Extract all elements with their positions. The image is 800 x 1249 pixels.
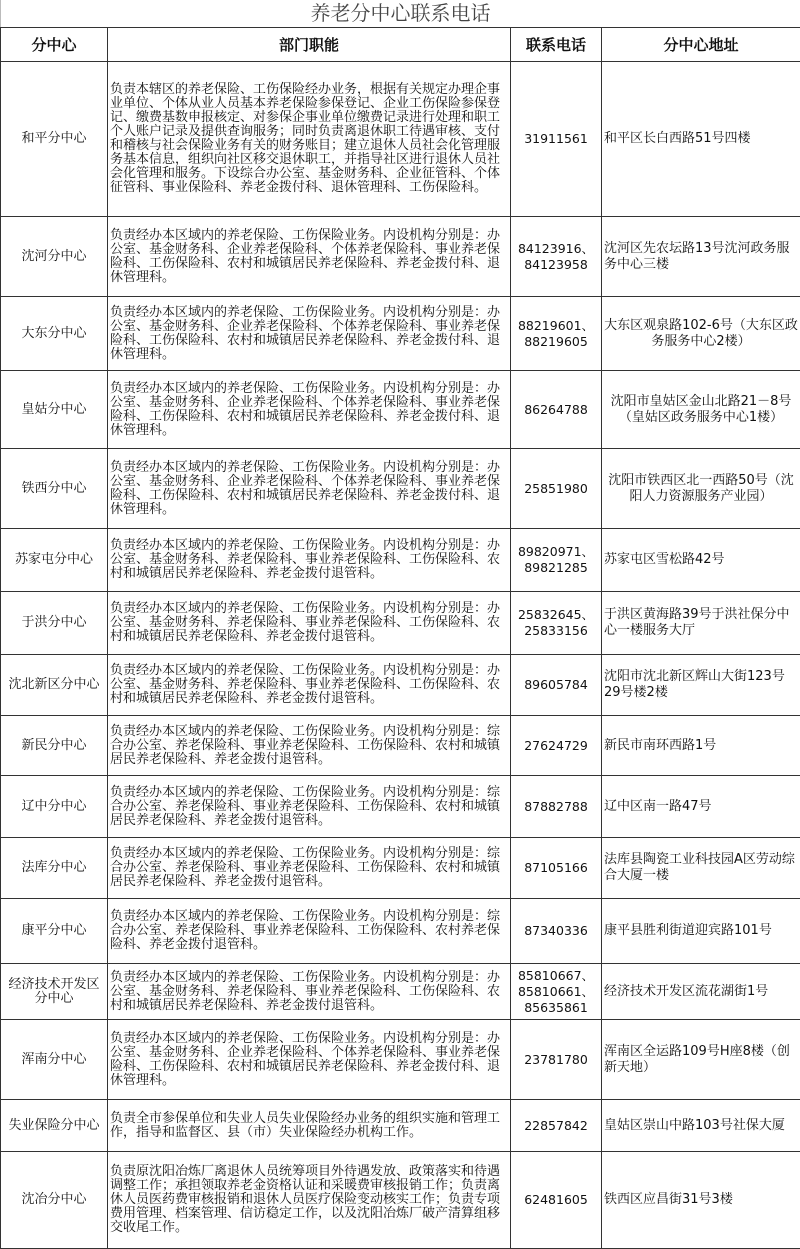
header-function: 部门职能: [108, 28, 511, 62]
branch-phone: [511, 1020, 602, 1100]
table-row: [1, 1100, 800, 1152]
branch-phone: [511, 1152, 602, 1249]
phone-number: 88219601、: [517, 317, 595, 333]
branch-name: 失业保险分中心: [1, 1100, 108, 1152]
branch-phone: [511, 716, 602, 776]
branch-name: 康平分中心: [1, 899, 108, 964]
branch-address: 新民市南环西路1号: [602, 716, 800, 776]
phone-number: 88219605: [524, 333, 588, 349]
page-title: 养老分中心联系电话: [1, 0, 800, 28]
phone-number: 89820971、: [517, 544, 595, 559]
branch-address: 沈阳市铁西区北一西路50号（沈阳人力资源服务产业园）: [602, 449, 800, 529]
phone-number: 84123958: [524, 256, 588, 272]
branch-name: 皇姑分中心: [1, 371, 108, 449]
phone-number: 85810667、: [517, 967, 595, 983]
branch-address: 沈阳市沈北新区辉山大街123号29号楼2楼: [602, 655, 800, 716]
branch-address: 法库县陶瓷工业科技园A区劳动综合大厦一楼: [602, 838, 800, 899]
phone-number: 89821285: [524, 560, 588, 575]
branch-address: 经济技术开发区流花湖街1号: [602, 964, 800, 1020]
branch-phone: [511, 449, 602, 529]
branch-name: 沈冶分中心: [1, 1152, 108, 1249]
phone-number: 31911561: [524, 131, 588, 146]
branch-address: 辽中区南一路47号: [602, 776, 800, 838]
table-row: [1, 529, 800, 592]
branch-name: 沈北新区分中心: [1, 655, 108, 716]
branch-address: 于洪区黄海路39号于洪社保分中心一楼服务大厅: [602, 592, 800, 655]
branch-phone: [511, 838, 602, 899]
branch-function: 负责经办本区域内的养老保险、工伤保险业务。内设机构分别是：办公室、基金财务科、养老保险科、事业养老保险科、工伤保险科、农村和城镇居民养老保险科、养老金拨付退管科。: [108, 529, 511, 592]
branch-function: 负责全市参保单位和失业人员失业保险经办业务的组织实施和管理工作，指导和监督区、县（市）失业保险经办机构工作。: [108, 1100, 511, 1152]
branch-function: 负责经办本区域内的养老保险、工伤保险业务。内设机构分别是：综合办公室、养老保险科、事业养老保险科、工伤保险科、农村和城镇居民养老保险科、养老金拨付退管科。: [108, 776, 511, 838]
phone-number: 89605784: [524, 677, 588, 692]
phone-number: 23781780: [524, 1051, 588, 1067]
branch-phone: [511, 592, 602, 655]
branch-function: 负责经办本区域内的养老保险、工伤保险业务。内设机构分别是：办公室、基金财务科、企业养老保险科、个体养老保险科、事业养老保险科、工伤保险科、农村和城镇居民养老保险科、养老金拨付科、退休管理科。: [108, 1020, 511, 1100]
branch-function: 负责原沈阳冶炼厂离退休人员统筹项目外待遇发放、政策落实和待遇调整工作；承担领取养老金资格认证和采暖费审核报销工作；负责离休人员医药费审核报销和退休人员医疗保险变动核实工作；负责专项费用管理、档案管理、信访稳定工作，以及沈阳冶炼厂破产清算组移交收尾工作。: [108, 1152, 511, 1249]
branch-function: 负责经办本区域内的养老保险、工伤保险业务。内设机构分别是：办公室、基金财务科、企业养老保险科、个体养老保险科、事业养老保险科、工伤保险科、农村和城镇居民养老保险科、养老金拨付科、退休管理科。: [108, 297, 511, 371]
branch-phone: [511, 1100, 602, 1152]
table-row: [1, 838, 800, 899]
branch-name: 新民分中心: [1, 716, 108, 776]
branch-address: 沈阳市皇姑区金山北路21－8号（皇姑区政务服务中心1楼）: [602, 371, 800, 449]
table-row: [1, 217, 800, 297]
table-row: [1, 1020, 800, 1100]
table-row: [1, 1152, 800, 1249]
branch-function: 负责经办本区域内的养老保险、工伤保险业务。内设机构分别是：办公室、基金财务科、养老保险科、事业养老保险科、工伤保险科、农村和城镇居民养老保险科、养老金拨付退管科。: [108, 655, 511, 716]
branch-phone: [511, 297, 602, 371]
branch-name: 法库分中心: [1, 838, 108, 899]
table-row: [1, 655, 800, 716]
branch-address: 苏家屯区雪松路42号: [602, 529, 800, 592]
branch-function: 负责经办本区域内的养老保险、工伤保险业务。内设机构分别是：综合办公室、养老保险科、事业养老保险科、工伤保险科、农村养老保险科、养老金拨付退管科。: [108, 899, 511, 964]
header-row: [1, 28, 800, 62]
branch-address: 浑南区全运路109号H座8楼（创新天地）: [602, 1020, 800, 1100]
header-phone: 联系电话: [511, 28, 602, 62]
branch-function: 负责经办本区域内的养老保险、工伤保险业务。内设机构分别是：综合办公室、养老保险科、事业养老保险科、工伤保险科、农村和城镇居民养老保险科、养老金拨付退管科。: [108, 716, 511, 776]
phone-number: 22857842: [524, 1117, 588, 1133]
header-branch: 分中心: [1, 28, 108, 62]
branch-phone: [511, 62, 602, 217]
table-row: [1, 449, 800, 529]
table-row: [1, 62, 800, 217]
branch-phone: [511, 371, 602, 449]
branch-phone: [511, 899, 602, 964]
header-address: 分中心地址: [602, 28, 800, 62]
branch-address: 皇姑区崇山中路103号社保大厦: [602, 1100, 800, 1152]
branch-name: 辽中分中心: [1, 776, 108, 838]
phone-number: 85635861: [524, 999, 588, 1015]
branch-phone: [511, 217, 602, 297]
phone-number: 87105166: [524, 860, 588, 875]
phone-number: 25832645、: [517, 607, 595, 622]
branch-name: 和平分中心: [1, 62, 108, 217]
table-row: [1, 592, 800, 655]
branch-address: 沈河区先农坛路13号沈河政务服务中心三楼: [602, 217, 800, 297]
branch-phone: [511, 776, 602, 838]
phone-number: 25851980: [524, 480, 588, 496]
phone-number: 87340336: [524, 923, 588, 938]
phone-number: 27624729: [524, 737, 588, 753]
branch-name: 大东分中心: [1, 297, 108, 371]
branch-function: 负责经办本区域内的养老保险、工伤保险业务。内设机构分别是：办公室、基金财务科、企业养老保险科、个体养老保险科、事业养老保险科、工伤保险科、农村和城镇居民养老保险科、养老金拨付科、退休管理科。: [108, 449, 511, 529]
table-row: [1, 716, 800, 776]
branch-phone: [511, 655, 602, 716]
branch-function: 负责本辖区的养老保险、工伤保险经办业务，根据有关规定办理企事业单位、个体从业人员基本养老保险参保登记、企业工伤保险参保登记、缴费基数申报核定、对参保企事业单位缴费记录进行处理和职工个人账户记录及提供查询服务；同时负责离退休职工待遇审核、支付和稽核与社会保险业务有关的财务账目；建立退休人员社会化管理服务基本信息，组织向社区移交退休职工，并指导社区进行退休人员社会化管理和服务。下设综合办公室、基金财务科、企业征管科、个体征管科、事业保险科、养老金拨付科、退休管理科、工伤保险科。: [108, 62, 511, 217]
branch-address: 铁西区应昌街31号3楼: [602, 1152, 800, 1249]
branch-function: 负责经办本区域内的养老保险、工伤保险业务。内设机构分别是：综合办公室、养老保险科、事业养老保险科、工伤保险科、农村和城镇居民养老保险科、养老金拨付退管科。: [108, 838, 511, 899]
table-row: [1, 899, 800, 964]
branch-name: 苏家屯分中心: [1, 529, 108, 592]
branch-function: 负责经办本区域内的养老保险、工伤保险业务。内设机构分别是：办公室、基金财务科、养老保险科、事业养老保险科、工伤保险科、农村和城镇居民养老保险科、养老金拨付退管科。: [108, 964, 511, 1020]
phone-number: 84123916、: [517, 240, 595, 256]
phone-number: 62481605: [524, 1192, 588, 1207]
table-row: [1, 371, 800, 449]
branch-name: 经济技术开发区分中心: [1, 964, 108, 1020]
branch-name: 铁西分中心: [1, 449, 108, 529]
branch-name: 沈河分中心: [1, 217, 108, 297]
branch-phone: [511, 529, 602, 592]
phone-number: 87882788: [524, 798, 588, 814]
phone-number: 25833156: [524, 623, 588, 638]
branch-function: 负责经办本区域内的养老保险、工伤保险业务。内设机构分别是：办公室、基金财务科、企业养老保险科、个体养老保险科、事业养老保险科、工伤保险科、农村和城镇居民养老保险科、养老金拨付科、退休管理科。: [108, 217, 511, 297]
branch-address: 大东区观泉路102-6号（大东区政务服务中心2楼）: [602, 297, 800, 371]
branch-address: 和平区长白西路51号四楼: [602, 62, 800, 217]
branch-address: 康平县胜利街道迎宾路101号: [602, 899, 800, 964]
branch-function: 负责经办本区域内的养老保险、工伤保险业务。内设机构分别是：办公室、基金财务科、企业养老保险科、个体养老保险科、事业养老保险科、工伤保险科、农村和城镇居民养老保险科、养老金拨付科、退休管理科。: [108, 371, 511, 449]
table-row: [1, 964, 800, 1020]
table-row: [1, 297, 800, 371]
branch-name: 浑南分中心: [1, 1020, 108, 1100]
phone-number: 85810661、: [517, 983, 595, 999]
branch-function: 负责经办本区域内的养老保险、工伤保险业务。内设机构分别是：办公室、基金财务科、养老保险科、事业养老保险科、工伤保险科、农村和城镇居民养老保险科、养老金拨付退管科。: [108, 592, 511, 655]
branch-phone: [511, 964, 602, 1020]
phone-number: 86264788: [524, 401, 588, 417]
branch-name: 于洪分中心: [1, 592, 108, 655]
table-row: [1, 776, 800, 838]
